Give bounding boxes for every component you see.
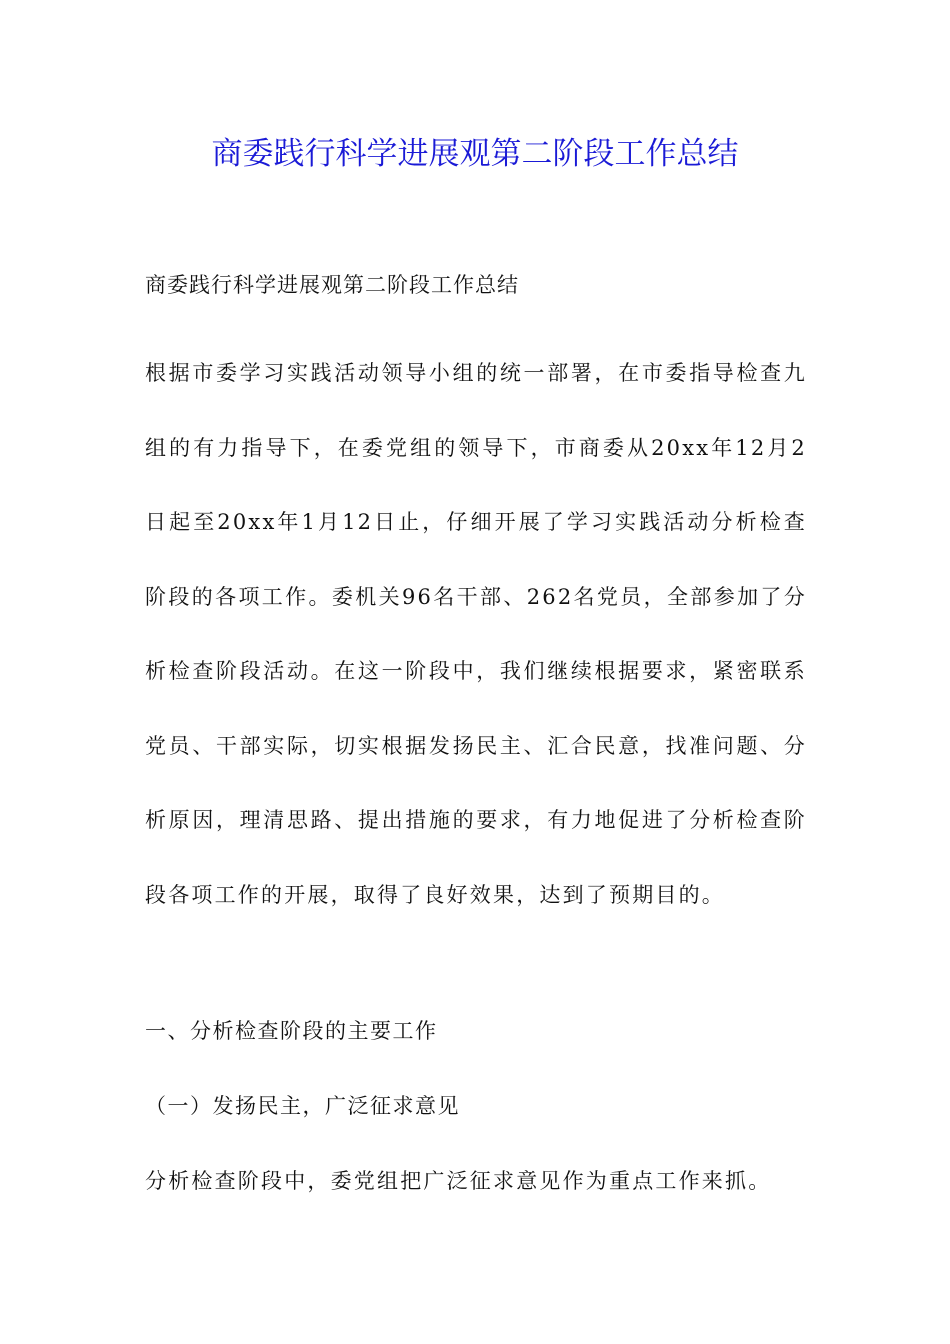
document-title: 商委践行科学进展观第二阶段工作总结 [211, 136, 739, 172]
body-paragraph-2: 分析检查阶段中，委党组把广泛征求意见作为重点工作来抓。 [145, 1169, 772, 1193]
sub-heading-1: （一）发扬民主，广泛征求意见 [145, 1094, 460, 1118]
section-heading-1: 一、分析检查阶段的主要工作 [145, 1019, 438, 1043]
document-subtitle: 商委践行科学进展观第二阶段工作总结 [145, 273, 519, 297]
body-paragraph-1: 根据市委学习实践活动领导小组的统一部署，在市委指导检查九组的有力指导下，在委党组的领导下，市商委从20xx年12月2日起至20xx年1月12日止，仔细开展了学习实践活动分析检查阶段的各项工作。委机关96名干部、262名党员，全部参加了分析检查阶段活动。在这一阶段中，我们继续根据要求，紧密联系党员、干部实际，切实根据发扬民主、汇合民意，找准问题、分析原因，理清思路、提出措施的要求，有力地促进了分析检查阶段各项工作的开展，取得了良好效果，达到了预期目的。 [145, 361, 807, 907]
